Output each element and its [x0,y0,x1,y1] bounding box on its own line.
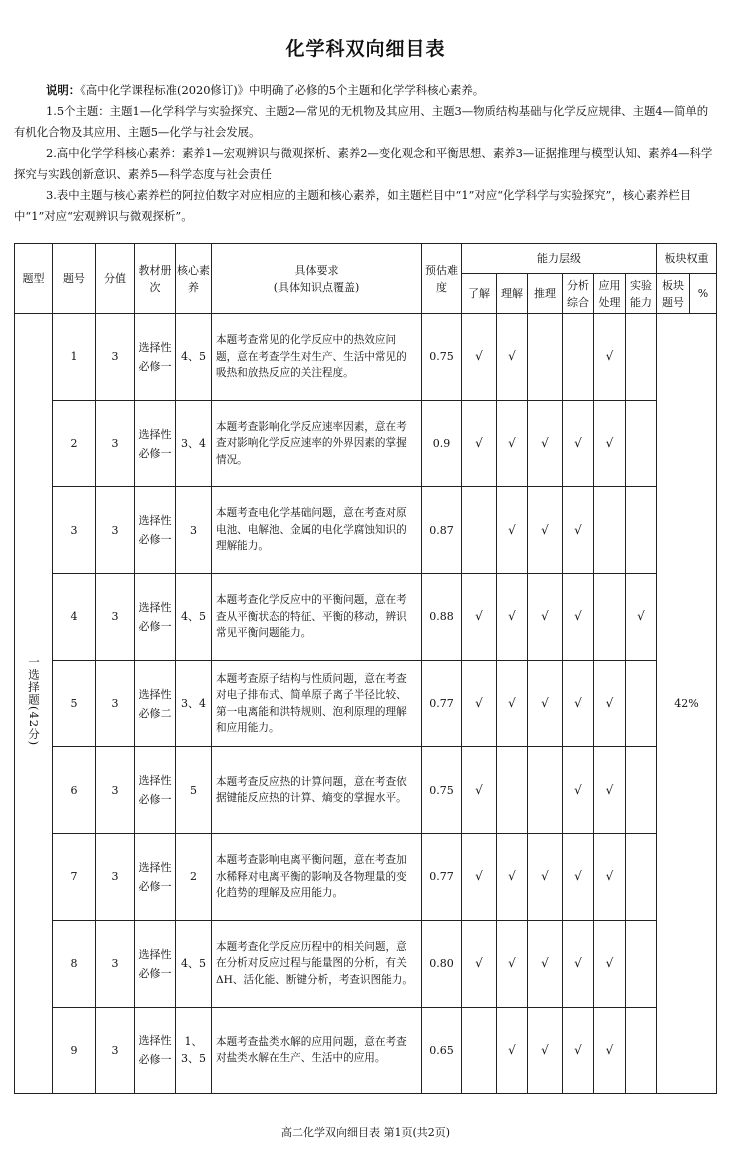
header-percent: % [690,274,717,314]
cell-score: 3 [96,660,135,747]
check-mark-icon: √ [541,609,549,624]
check-mark-icon: √ [508,522,516,537]
check-mark-icon: √ [508,436,516,451]
page-title: 化学科双向细目表 [285,38,446,60]
check-cell [563,400,594,487]
table-row [15,834,717,921]
notes-topics: 1.5个主题：主题1—化学科学与实验探究、主题2—常见的无机物及其应用、主题3—物质结构基础与化学反应规律、主题4—简单的有机化合物及其应用、主题5—化学与社会发展。 [14,104,709,139]
check-mark-icon: √ [475,609,483,624]
check-cell [563,834,594,921]
header-ability-understand: 了解 [462,274,497,314]
notes-lead: 说明： [46,83,81,97]
check-cell [563,487,594,574]
cell-edition: 选择性必修一 [135,487,176,574]
cell-literacy: 4、5 [176,574,212,661]
cell-difficulty: 0.9 [422,400,462,487]
check-cell [626,920,657,1007]
check-cell [528,834,563,921]
check-cell [626,400,657,487]
section-label: 一选择题(42分) [27,656,41,747]
check-cell [563,574,594,661]
check-cell [563,920,594,1007]
table-row [15,920,717,1007]
cell-difficulty: 0.87 [422,487,462,574]
check-cell [528,1007,563,1094]
check-cell [462,660,497,747]
check-mark-icon: √ [605,349,614,364]
cell-literacy: 2 [176,834,212,921]
cell-literacy: 4、5 [176,920,212,1007]
check-cell [497,1007,528,1094]
check-cell [497,487,528,574]
cell-edition: 选择性必修二 [135,660,176,747]
check-mark-icon: √ [508,869,516,884]
cell-score: 3 [96,487,135,574]
check-mark-icon: √ [574,1042,582,1057]
check-cell [594,747,626,834]
header-req-line1: 具体要求 [294,263,339,277]
check-mark-icon: √ [475,349,483,364]
cell-num: 4 [53,574,96,661]
header-block-num: 板块题号 [657,274,690,314]
cell-num: 9 [53,1007,96,1094]
cell-literacy: 4、5 [176,314,212,401]
cell-num: 5 [53,660,96,747]
notes-mapping: 3.表中主题与核心素养栏的阿拉伯数字对应相应的主题和核心素养，如主题栏目中“1”对应“化学科学与实验探究”，核心素养栏目中“1”对应“宏观辨识与微观探析”。 [14,188,692,223]
cell-literacy: 5 [176,747,212,834]
check-cell [497,660,528,747]
check-cell [594,314,626,401]
cell-difficulty: 0.75 [422,314,462,401]
cell-difficulty: 0.75 [422,747,462,834]
check-cell [497,574,528,661]
cell-score: 3 [96,747,135,834]
check-cell [594,660,626,747]
table-row [15,1007,717,1094]
cell-num: 8 [53,920,96,1007]
check-cell [497,747,528,834]
header-ability-apply: 应用处理 [594,274,626,314]
check-mark-icon: √ [508,696,516,711]
table-row [15,314,717,401]
check-mark-icon: √ [508,349,516,364]
cell-num: 2 [53,400,96,487]
check-cell [497,314,528,401]
check-mark-icon: √ [508,956,516,971]
cell-difficulty: 0.80 [422,920,462,1007]
header-num: 题号 [53,244,96,314]
cell-num: 7 [53,834,96,921]
header-edition: 教材册次 [135,244,176,314]
header-requirements [212,244,422,314]
notes-literacy: 2.高中化学学科核心素养：素养1—宏观辨识与微观探析、素养2—变化观念和平衡思想、素养3—证据推理与模型认知、素养4—科学探究与实践创新意识、素养5—科学态度与社会责任 [14,146,713,181]
check-cell [462,400,497,487]
header-type: 题型 [15,244,53,314]
check-mark-icon: √ [605,1042,614,1057]
table-row [15,574,717,661]
check-mark-icon: √ [605,782,614,797]
header-difficulty: 预估难度 [422,244,462,314]
check-mark-icon: √ [574,696,582,711]
cell-requirement: 本题考查影响电离平衡问题，意在考查加水稀释对电离平衡的影响及各物理量的变化趋势的理解及应用能力。 [212,834,422,921]
check-mark-icon: √ [541,1042,549,1057]
check-mark-icon: √ [574,522,582,537]
weight-cell [657,314,717,1094]
check-cell [528,314,563,401]
cell-score: 3 [96,400,135,487]
cell-requirement: 本题考查影响化学反应速率因素，意在考查对影响化学反应速率的外界因素的掌握情况。 [212,400,422,487]
section-weight: 42% [674,697,699,711]
check-cell [462,1007,497,1094]
check-cell [594,834,626,921]
cell-edition: 选择性必修一 [135,574,176,661]
check-mark-icon: √ [574,609,582,624]
check-mark-icon: √ [475,782,483,797]
table-row [15,487,717,574]
check-cell [594,574,626,661]
header-ability-comprehend: 理解 [497,274,528,314]
check-mark-icon: √ [541,696,549,711]
header-req-line2: (具体知识点覆盖) [273,280,360,294]
cell-score: 3 [96,920,135,1007]
check-mark-icon: √ [541,956,549,971]
check-cell [563,1007,594,1094]
check-cell [594,400,626,487]
check-cell [594,1007,626,1094]
check-mark-icon: √ [475,696,483,711]
cell-edition: 选择性必修一 [135,834,176,921]
check-cell [563,660,594,747]
check-cell [626,1007,657,1094]
cell-requirement: 本题考查化学反应历程中的相关问题，意在分析对反应过程与能量图的分析，有关ΔH、活化能、断键分析，考查识图能力。 [212,920,422,1007]
check-mark-icon: √ [475,869,483,884]
cell-requirement: 本题考查化学反应中的平衡问题，意在考查从平衡状态的特征、平衡的移动，辨识常见平衡问题能力。 [212,574,422,661]
check-mark-icon: √ [508,1042,516,1057]
cell-num: 1 [53,314,96,401]
header-ability-experiment: 实验能力 [626,274,657,314]
cell-requirement: 本题考查反应热的计算问题，意在考查依据键能反应热的计算、熵变的掌握水平。 [212,747,422,834]
cell-edition: 选择性必修一 [135,1007,176,1094]
check-cell [528,574,563,661]
cell-difficulty: 0.77 [422,834,462,921]
page-footer: 高二化学双向细目表 第1页(共2页) [280,1126,451,1139]
header-ability-analyze: 分析综合 [563,274,594,314]
header-score: 分值 [96,244,135,314]
check-cell [497,920,528,1007]
check-cell [497,400,528,487]
cell-literacy: 3、4 [176,400,212,487]
check-mark-icon: √ [475,436,483,451]
check-cell [462,747,497,834]
check-cell [462,834,497,921]
notes-section [14,80,718,227]
check-mark-icon: √ [541,869,549,884]
cell-edition: 选择性必修一 [135,400,176,487]
check-mark-icon: √ [508,609,516,624]
check-cell [528,487,563,574]
check-cell [626,834,657,921]
cell-requirement: 本题考查盐类水解的应用问题，意在考查对盐类水解在生产、生活中的应用。 [212,1007,422,1094]
cell-edition: 选择性必修一 [135,920,176,1007]
check-cell [462,314,497,401]
cell-literacy: 1、3、5 [176,1007,212,1094]
header-ability-group: 能力层级 [462,244,657,274]
check-cell [528,747,563,834]
cell-difficulty: 0.88 [422,574,462,661]
cell-num: 6 [53,747,96,834]
check-mark-icon: √ [574,869,582,884]
check-cell [626,487,657,574]
cell-difficulty: 0.77 [422,660,462,747]
check-mark-icon: √ [605,869,614,884]
notes-intro-text: 《高中化学课程标准(2020修订)》中明确了必修的5个主题和化学学科核心素养。 [80,83,485,97]
check-mark-icon: √ [605,696,614,711]
check-mark-icon: √ [574,436,582,451]
cell-score: 3 [96,1007,135,1094]
check-cell [528,920,563,1007]
check-mark-icon: √ [574,782,582,797]
cell-requirement: 本题考查常见的化学反应中的热效应问题，意在考查学生对生产、生活中常见的吸热和放热反应的关注程度。 [212,314,422,401]
check-mark-icon: √ [541,436,549,451]
cell-requirement: 本题考查电化学基础问题，意在考查对原电池、电解池、金属的电化学腐蚀知识的理解能力。 [212,487,422,574]
cell-difficulty: 0.65 [422,1007,462,1094]
check-mark-icon: √ [541,522,549,537]
cell-requirement: 本题考查原子结构与性质问题，意在考查对电子排布式、简单原子离子半径比较、第一电离能和洪特规则、泡利原理的理解和应用能力。 [212,660,422,747]
cell-score: 3 [96,574,135,661]
header-weight-group: 板块权重 [657,244,717,274]
cell-num: 3 [53,487,96,574]
check-cell [563,747,594,834]
check-cell [626,574,657,661]
check-mark-icon: √ [605,436,614,451]
check-cell [497,834,528,921]
cell-edition: 选择性必修一 [135,747,176,834]
check-mark-icon: √ [637,609,645,624]
check-mark-icon: √ [605,956,614,971]
header-ability-reason: 推理 [528,274,563,314]
check-cell [626,747,657,834]
check-cell [528,400,563,487]
check-cell [462,487,497,574]
spec-table [14,243,717,1094]
table-row [15,660,717,747]
cell-score: 3 [96,834,135,921]
check-cell [594,920,626,1007]
check-cell [626,660,657,747]
check-cell [462,574,497,661]
table-row [15,400,717,487]
check-cell [563,314,594,401]
check-cell [462,920,497,1007]
notes-intro [14,80,718,101]
cell-edition: 选择性必修一 [135,314,176,401]
section-type-cell [15,314,53,1094]
check-cell [528,660,563,747]
cell-literacy: 3、4 [176,660,212,747]
header-literacy: 核心素养 [176,244,212,314]
check-mark-icon: √ [574,956,582,971]
cell-literacy: 3 [176,487,212,574]
check-cell [626,314,657,401]
check-mark-icon: √ [475,956,483,971]
cell-score: 3 [96,314,135,401]
table-row [15,747,717,834]
check-cell [594,487,626,574]
